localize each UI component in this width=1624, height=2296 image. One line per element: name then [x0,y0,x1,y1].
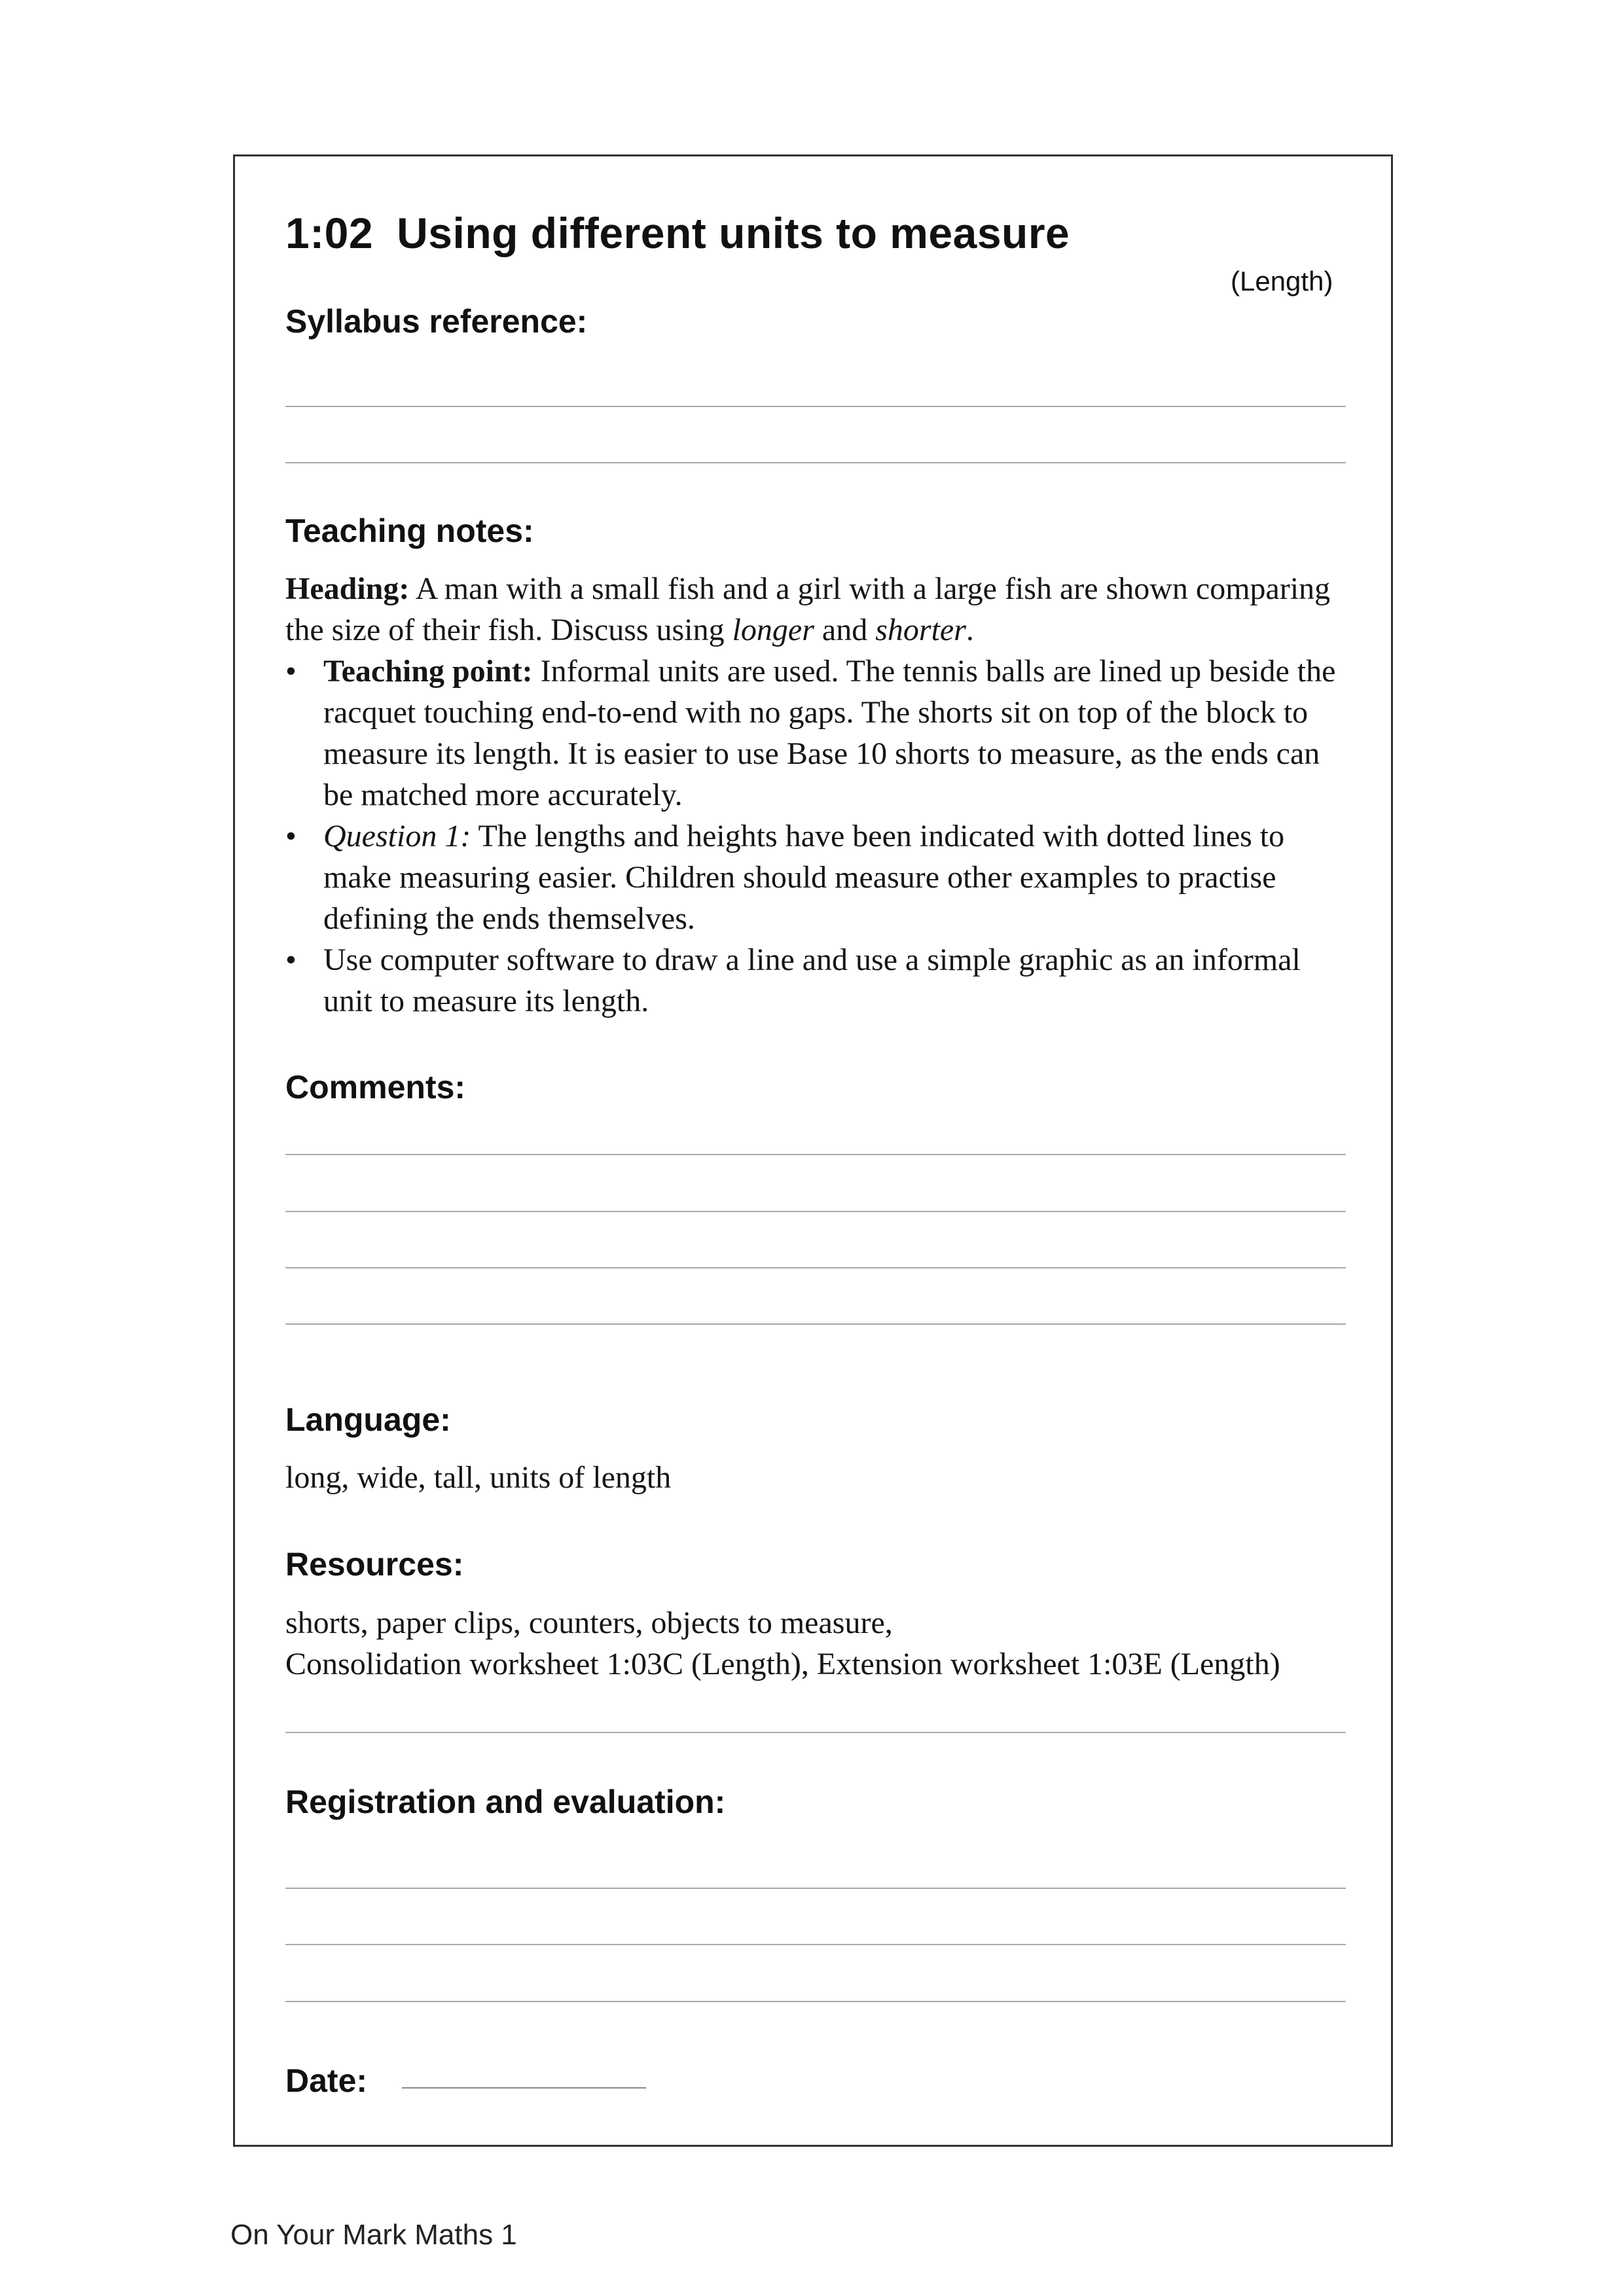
heading-note-end: . [965,613,974,647]
footer-book-title: On Your Mark Maths 1 [230,2219,517,2251]
teaching-bullet-list [285,651,1352,1022]
bullet-icon: • [285,654,297,689]
bullet-text: Informal units are used. The tennis balls are lined up beside the racquet touching end-to-end with no gaps. The shorts sit on top of the block to measure its length. It is easier to use Base 10 shorts to measure, as the ends can be matched more accurately. [323,654,1336,812]
list-item [285,939,1352,1022]
bullet-lead: Teaching point: [323,654,533,689]
heading-note-text: A man with a small fish and a girl with a large fish are shown comparing the size of their fish. Discuss using [285,571,1331,647]
date-label: Date: [285,2062,368,2099]
comments-line-1[interactable] [285,1154,1346,1155]
list-item [285,816,1352,939]
list-item [285,651,1352,816]
heading-note-label: Heading: [285,571,410,606]
word-and: and [814,613,876,647]
registration-heading: Registration and evaluation: [285,1784,726,1820]
comments-line-4[interactable] [285,1323,1346,1325]
syllabus-line-2[interactable] [285,462,1346,463]
syllabus-heading: Syllabus reference: [285,303,588,340]
language-heading: Language: [285,1401,451,1438]
bullet-icon: • [285,819,297,853]
bullet-text: The lengths and heights have been indicated with dotted lines to make measuring easier. Children should measure other examples to practise defining the ends themselves. [323,819,1285,936]
resources-text [285,1602,1359,1685]
bullet-text: Use computer software to draw a line and use a simple graphic as an informal unit to measure its length. [323,942,1301,1018]
resources-heading: Resources: [285,1546,464,1583]
resources-line-2: Consolidation worksheet 1:03C (Length), Extension worksheet 1:03E (Length) [285,1647,1280,1681]
lesson-title: Using different units to measure [397,209,1070,257]
registration-line-1[interactable] [285,1888,1346,1889]
resources-divider [285,1732,1346,1733]
comments-line-3[interactable] [285,1267,1346,1268]
teaching-notes-body [285,568,1352,1022]
strand-note: (Length) [1231,266,1333,296]
word-shorter: shorter [875,613,966,647]
language-text: long, wide, tall, units of length [285,1460,672,1495]
worksheet-frame [233,154,1393,2147]
bullet-lead: Question 1: [323,819,471,853]
word-longer: longer [732,613,814,647]
comments-heading: Comments: [285,1069,466,1105]
lesson-number: 1:02 [285,209,374,257]
comments-line-2[interactable] [285,1211,1346,1212]
page-title [285,208,1070,258]
registration-line-3[interactable] [285,2001,1346,2002]
registration-line-2[interactable] [285,1944,1346,1945]
bullet-icon: • [285,942,297,977]
teaching-notes-heading: Teaching notes: [285,512,534,549]
syllabus-line-1[interactable] [285,406,1346,407]
resources-line-1: shorts, paper clips, counters, objects to measure, [285,1605,893,1640]
date-field[interactable] [402,2087,646,2089]
heading-note [285,568,1352,651]
